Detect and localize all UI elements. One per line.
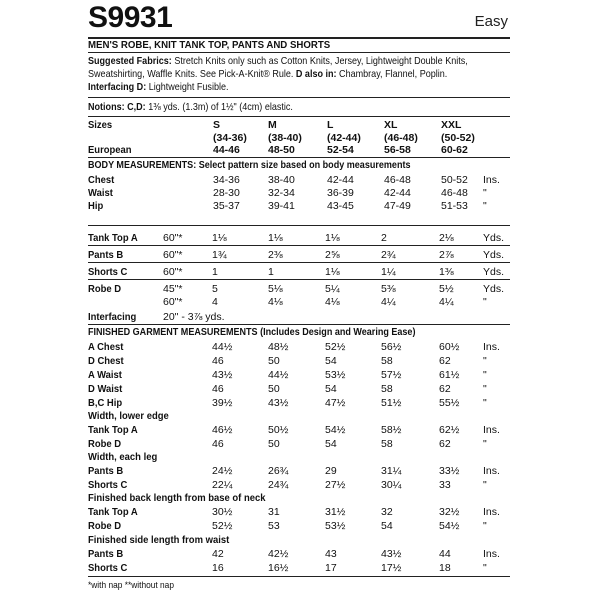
cell: 24¾ xyxy=(268,479,289,491)
cell: 22¼ xyxy=(212,479,233,491)
cell: 5⅜ xyxy=(381,283,396,295)
unit-label: " xyxy=(483,296,487,308)
cell: 47-49 xyxy=(384,200,411,212)
suggested-fabrics-line2 xyxy=(88,68,447,80)
finished-wl-tank-row xyxy=(88,424,510,436)
cell: 43½ xyxy=(381,548,402,560)
cell: 52½ xyxy=(325,341,346,353)
row-label: D Waist xyxy=(88,383,123,395)
row-label: Pants B xyxy=(88,249,124,261)
cell: 50-52 xyxy=(441,174,468,186)
finished-bl-tank-row xyxy=(88,506,510,518)
cell: 48½ xyxy=(268,341,289,353)
cell: 5¼ xyxy=(325,283,340,295)
finished-bl-robe-row xyxy=(88,520,510,532)
yardage-tank-row xyxy=(88,232,510,244)
size-m: M xyxy=(268,119,277,131)
cell: 43 xyxy=(325,548,337,560)
shorts-rule xyxy=(88,279,510,280)
cell: 42-44 xyxy=(327,174,354,186)
row-label: Pants B xyxy=(88,548,124,560)
cell: 47½ xyxy=(325,397,346,409)
cell: 26¾ xyxy=(268,465,289,477)
cell: 31¼ xyxy=(381,465,402,477)
yardage-rule xyxy=(88,324,510,325)
cell: 42½ xyxy=(268,548,289,560)
side-length-heading xyxy=(88,534,510,546)
cell: 18 xyxy=(439,562,451,574)
row-label: Robe D xyxy=(88,520,122,532)
row-label: Chest xyxy=(88,174,115,186)
cell: 4 xyxy=(212,296,218,308)
cell: 33 xyxy=(439,479,451,491)
cell: 61½ xyxy=(439,369,460,381)
fabrics-line2-text: Sweatshirting, Waffle Knits. See Pick-A-Knit® Rule. xyxy=(88,68,296,80)
cell: 50 xyxy=(268,438,280,450)
finished-wg-shorts-row xyxy=(88,479,510,491)
finished-title: FINISHED GARMENT MEASUREMENTS (Includes Design and Wearing Ease) xyxy=(88,326,416,338)
unit-label: " xyxy=(483,369,487,381)
unit-label: Yds. xyxy=(483,283,505,295)
cell: 58 xyxy=(381,355,393,367)
cell: 30¼ xyxy=(381,479,402,491)
fabric-width: 60"* xyxy=(163,266,183,278)
finished-wg-pants-row xyxy=(88,465,510,477)
row-label: Shorts C xyxy=(88,266,128,278)
size-xl: XL xyxy=(384,119,398,131)
cell: 54½ xyxy=(325,424,346,436)
cell: 1⅛ xyxy=(325,266,340,278)
cell: 39½ xyxy=(212,397,233,409)
cell: 1⅛ xyxy=(325,232,340,244)
row-label: Interfacing xyxy=(88,311,137,323)
sizes-label: Sizes xyxy=(88,119,113,131)
cell: 30½ xyxy=(212,506,233,518)
interfacing-text: Lightweight Fusible. xyxy=(146,81,229,93)
notions-rule xyxy=(88,116,510,117)
section-label: Width, each leg xyxy=(88,451,158,463)
cell: 62½ xyxy=(439,424,460,436)
unit-label: Ins. xyxy=(483,506,500,518)
unit-label: " xyxy=(483,383,487,395)
yardage-pants-row xyxy=(88,249,510,261)
back-length-heading xyxy=(88,492,510,504)
cell: 53 xyxy=(268,520,280,532)
cell: 46½ xyxy=(212,424,233,436)
row-label: Hip xyxy=(88,200,104,212)
cell: 50 xyxy=(268,383,280,395)
size-range-l: (42-44) xyxy=(327,132,361,144)
cell: 56½ xyxy=(381,341,402,353)
section-label: Finished back length from base of neck xyxy=(88,492,266,504)
cell: 28-30 xyxy=(213,187,240,199)
cell: 17 xyxy=(325,562,337,574)
row-label: D Chest xyxy=(88,355,124,367)
cell: 32½ xyxy=(439,506,460,518)
body-chest-row xyxy=(88,174,510,186)
cell: 57½ xyxy=(381,369,402,381)
row-label: Robe D xyxy=(88,283,122,295)
body-rule xyxy=(88,225,510,226)
row-label: A Waist xyxy=(88,369,122,381)
cell: 5½ xyxy=(439,283,454,295)
cell: 39-41 xyxy=(268,200,295,212)
size-xxl: XXL xyxy=(441,119,462,131)
cell: 1 xyxy=(212,266,218,278)
finished-d-waist-row xyxy=(88,383,510,395)
cell: 33½ xyxy=(439,465,460,477)
cell: 38-40 xyxy=(268,174,295,186)
size-l: L xyxy=(327,119,334,131)
yardage-shorts-row xyxy=(88,266,510,278)
euro-size-xl: 56-58 xyxy=(384,144,411,156)
fabric-width: 60"* xyxy=(163,249,183,261)
finished-sl-shorts-row xyxy=(88,562,510,574)
cell: 54 xyxy=(325,438,337,450)
subtitle-rule xyxy=(88,52,510,53)
cell: 32-34 xyxy=(268,187,295,199)
size-range-m: (38-40) xyxy=(268,132,302,144)
cell: 2⅜ xyxy=(268,249,283,261)
cell: 1¾ xyxy=(212,249,227,261)
cell: 51½ xyxy=(381,397,402,409)
cell: 62 xyxy=(439,383,451,395)
size-range-s: (34-36) xyxy=(213,132,247,144)
nap-footnote: *with nap **without nap xyxy=(88,580,174,591)
cell: 43½ xyxy=(268,397,289,409)
cell: 31 xyxy=(268,506,280,518)
cell: 58½ xyxy=(381,424,402,436)
cell: 51-53 xyxy=(441,200,468,212)
finished-wl-robe-row xyxy=(88,438,510,450)
cell: 2⅛ xyxy=(439,232,454,244)
unit-label: Ins. xyxy=(483,341,500,353)
finished-bc-hip-row xyxy=(88,397,510,409)
cell: 43-45 xyxy=(327,200,354,212)
section-label: Finished side length from waist xyxy=(88,534,230,546)
unit-label: " xyxy=(483,520,487,532)
cell: 46-48 xyxy=(384,174,411,186)
cell: 58 xyxy=(381,383,393,395)
cell: 55½ xyxy=(439,397,460,409)
unit-label: " xyxy=(483,200,487,212)
cell: 44½ xyxy=(268,369,289,381)
sizes-row xyxy=(88,119,510,131)
interfacing-line xyxy=(88,81,229,93)
cell: 5⅛ xyxy=(268,283,283,295)
cell: 1¼ xyxy=(381,266,396,278)
suggested-fabrics-line1 xyxy=(88,55,468,67)
cell: 24½ xyxy=(212,465,233,477)
body-measurements-heading xyxy=(88,159,510,171)
cell: 62 xyxy=(439,355,451,367)
row-label: Pants B xyxy=(88,465,124,477)
unit-label: " xyxy=(483,355,487,367)
difficulty-label: Easy xyxy=(474,13,508,30)
euro-size-xxl: 60-62 xyxy=(441,144,468,156)
row-label: A Chest xyxy=(88,341,124,353)
cell: 1⅛ xyxy=(212,232,227,244)
yardage-interfacing-row xyxy=(88,311,510,323)
garment-subtitle: MEN'S ROBE, KNIT TANK TOP, PANTS AND SHORTS xyxy=(88,39,331,51)
unit-label: Yds. xyxy=(483,232,505,244)
notions-line xyxy=(88,101,293,113)
size-s: S xyxy=(213,119,221,131)
cell: 53½ xyxy=(325,520,346,532)
cell: 5 xyxy=(212,283,218,295)
cell: 2⅝ xyxy=(325,249,340,261)
unit-label: Ins. xyxy=(483,465,500,477)
unit-label: Ins. xyxy=(483,424,500,436)
cell: 54 xyxy=(325,383,337,395)
fabrics-also-label: D also in: xyxy=(295,68,337,80)
size-ranges-row xyxy=(88,132,510,144)
section-label: Width, lower edge xyxy=(88,410,169,422)
cell: 34-36 xyxy=(213,174,240,186)
width-each-leg-heading xyxy=(88,451,510,463)
european-label: European xyxy=(88,144,132,156)
cell: 36-39 xyxy=(327,187,354,199)
finished-sl-pants-row xyxy=(88,548,510,560)
unit-label: " xyxy=(483,397,487,409)
cell: 43½ xyxy=(212,369,233,381)
row-label: Tank Top A xyxy=(88,506,138,518)
cell: 32 xyxy=(381,506,393,518)
cell: 54 xyxy=(325,355,337,367)
row-label: Robe D xyxy=(88,438,122,450)
unit-label: " xyxy=(483,562,487,574)
finished-heading xyxy=(88,326,510,338)
interfacing-label: Interfacing D: xyxy=(88,81,147,93)
yardage-robe-row xyxy=(88,283,510,295)
row-label: Shorts C xyxy=(88,479,128,491)
notions-text: 1⅜ yds. (1.3m) of 1½" (4cm) elastic. xyxy=(145,101,293,113)
cell: 44½ xyxy=(212,341,233,353)
cell: 42 xyxy=(212,548,224,560)
row-label: Waist xyxy=(88,187,113,199)
unit-label: Yds. xyxy=(483,266,505,278)
finished-rule xyxy=(88,576,510,577)
unit-label: Yds. xyxy=(483,249,505,261)
cell: 4⅛ xyxy=(268,296,283,308)
body-measurements-title: BODY MEASUREMENTS: Select pattern size based on body measurements xyxy=(88,159,411,171)
fabric-width: 60"* xyxy=(163,296,183,308)
cell: 53½ xyxy=(325,369,346,381)
unit-label: Ins. xyxy=(483,174,500,186)
size-range-xxl: (50-52) xyxy=(441,132,475,144)
cell: 35-37 xyxy=(213,200,240,212)
cell: 2¾ xyxy=(381,249,396,261)
pattern-number: S9931 xyxy=(88,1,173,34)
body-hip-row xyxy=(88,200,510,212)
cell: 62 xyxy=(439,438,451,450)
unit-label: " xyxy=(483,438,487,450)
cell: 46 xyxy=(212,355,224,367)
fabric-width: 45"* xyxy=(163,283,183,295)
cell: 16 xyxy=(212,562,224,574)
finished-d-chest-row xyxy=(88,355,510,367)
interfacing-amount: 20" - 3⅞ yds. xyxy=(163,311,225,323)
row-label: Shorts C xyxy=(88,562,128,574)
unit-label: " xyxy=(483,479,487,491)
fabrics-label: Suggested Fabrics: xyxy=(88,55,172,67)
row-label: Tank Top A xyxy=(88,424,138,436)
cell: 1 xyxy=(268,266,274,278)
cell: 1⅛ xyxy=(268,232,283,244)
cell: 17½ xyxy=(381,562,402,574)
cell: 50 xyxy=(268,355,280,367)
cell: 52½ xyxy=(212,520,233,532)
size-range-xl: (46-48) xyxy=(384,132,418,144)
row-label: B,C Hip xyxy=(88,397,123,409)
european-sizes-row xyxy=(88,144,510,156)
cell: 46 xyxy=(212,438,224,450)
finished-a-chest-row xyxy=(88,341,510,353)
euro-size-m: 48-50 xyxy=(268,144,295,156)
width-lower-edge-heading xyxy=(88,410,510,422)
cell: 27½ xyxy=(325,479,346,491)
cell: 50½ xyxy=(268,424,289,436)
cell: 16½ xyxy=(268,562,289,574)
cell: 42-44 xyxy=(384,187,411,199)
cell: 54½ xyxy=(439,520,460,532)
cell: 58 xyxy=(381,438,393,450)
cell: 4¼ xyxy=(439,296,454,308)
cell: 46 xyxy=(212,383,224,395)
pants-rule xyxy=(88,262,510,263)
cell: 44 xyxy=(439,548,451,560)
row-label: Tank Top A xyxy=(88,232,138,244)
unit-label: Ins. xyxy=(483,548,500,560)
cell: 2 xyxy=(381,232,387,244)
sizes-rule xyxy=(88,157,510,158)
unit-label: " xyxy=(483,187,487,199)
cell: 1⅜ xyxy=(439,266,454,278)
finished-a-waist-row xyxy=(88,369,510,381)
cell: 60½ xyxy=(439,341,460,353)
cell: 46-48 xyxy=(441,187,468,199)
cell: 4⅛ xyxy=(325,296,340,308)
fabrics-rule xyxy=(88,97,510,98)
tank-rule xyxy=(88,245,510,246)
euro-size-l: 52-54 xyxy=(327,144,354,156)
body-waist-row xyxy=(88,187,510,199)
cell: 4¼ xyxy=(381,296,396,308)
cell: 29 xyxy=(325,465,337,477)
yardage-robe-60-row xyxy=(88,296,510,308)
fabrics-also-text: Chambray, Flannel, Poplin. xyxy=(336,68,448,80)
notions-label: Notions: C,D: xyxy=(88,101,146,113)
cell: 31½ xyxy=(325,506,346,518)
cell: 2⅞ xyxy=(439,249,454,261)
fabrics-line1-text: Stretch Knits only such as Cotton Knits, Jersey, Lightweight Double Knits, xyxy=(171,55,468,67)
fabric-width: 60"* xyxy=(163,232,183,244)
euro-size-s: 44-46 xyxy=(213,144,240,156)
cell: 54 xyxy=(381,520,393,532)
